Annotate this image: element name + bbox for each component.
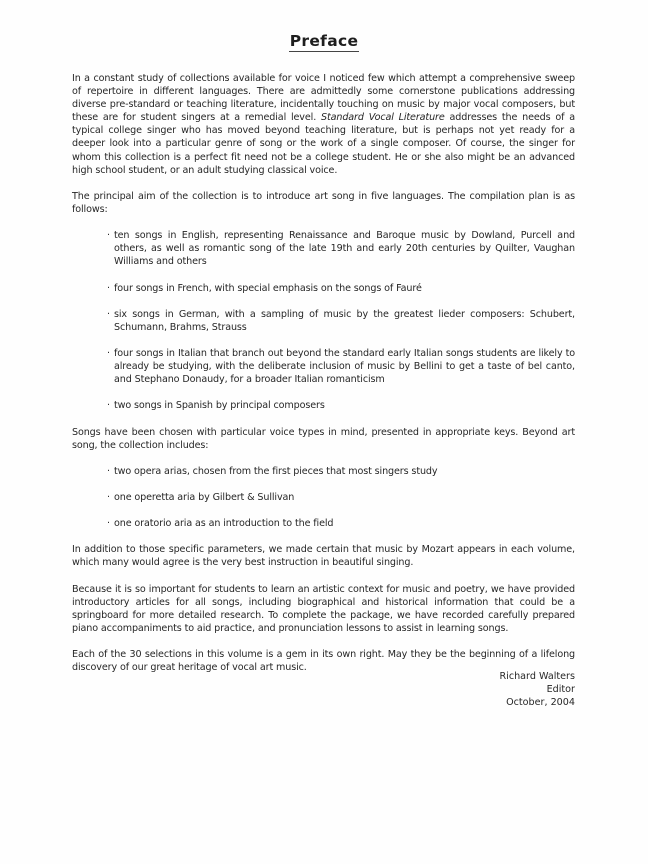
paragraph-context: Because it is so important for students to learn an artistic context for music and poetry, we have provided introductory articles for all songs, including biographical and historical information that could be a springboard for more detailed research. To complete the package, we have recorded carefully prepared piano accompaniments to aid practice, and pronunciation lessons to assist in learning songs. [72, 583, 575, 634]
paragraph-aim: The principal aim of the collection is to introduce art song in five languages. The compilation plan is as follows: [72, 190, 575, 215]
list-item-text: one oratorio aria as an introduction to the field [114, 518, 334, 530]
list-item-text: four songs in Italian that branch out beyond the standard early Italian songs students are likely to already be studying, with the deliberate inclusion of music by Bellini to get a taste of bel canto, and Stephano Donaudy, for a broader Italian romanticism [114, 347, 575, 386]
paragraph-voice-types: Songs have been chosen with particular voice types in mind, presented in appropriate keys. Beyond art song, the collection includes: [72, 426, 575, 451]
bullet-icon: · [107, 465, 110, 477]
bullet-icon: · [107, 230, 110, 242]
list-item-text: one operetta aria by Gilbert & Sullivan [114, 492, 295, 503]
list-item [108, 517, 575, 530]
list-item-text: two songs in Spanish by principal composers [114, 400, 325, 412]
title-text: Preface [289, 32, 359, 50]
list-item [108, 347, 575, 386]
intro-text-cont: addresses the needs of a typical college singer who has moved beyond teaching literature, but is perhaps not yet ready for a deeper look into a particular genre of song or the work of a single composer. Of course, the singer for whom this collection is a perfect fit need not be a college student. He or she also might be an advanced high school student, or an adult studying classical voice. [72, 112, 575, 176]
page-title [0, 31, 648, 50]
bullet-icon: · [107, 308, 110, 320]
book-title-italic: Standard Vocal Literature [320, 112, 445, 124]
list-item-text: four songs in French, with special emphasis on the songs of Fauré [114, 282, 422, 294]
list-item [108, 491, 575, 504]
list-item-text: six songs in German, with a sampling of music by the greatest lieder composers: Schubert, Schumann, Brahms, Strauss [114, 308, 575, 333]
list-item [108, 308, 575, 334]
compilation-plan-list [72, 229, 575, 412]
signature-block [499, 670, 575, 709]
bullet-icon: · [107, 347, 110, 359]
list-item [108, 229, 575, 268]
signature-date: October, 2004 [506, 697, 575, 709]
list-item-text: two opera arias, chosen from the first pieces that most singers study [114, 465, 438, 477]
list-item [108, 399, 575, 412]
intro-text: In a constant study of collections available for voice I noticed few which attempt a comprehensive sweep of repertoire in different languages. There are admittedly some cornerstone publications addressing diverse pre-standard or teaching literature, incidentally touching on music by major vocal composers, but these are for student singers at a remedial level. [72, 73, 575, 124]
signature-role: Editor [546, 684, 575, 696]
list-item [108, 282, 575, 295]
signature-name: Richard Walters [499, 671, 575, 682]
paragraph-closing: Each of the 30 selections in this volume is a gem in its own right. May they be the beginning of a lifelong discovery of our great heritage of vocal art music. [72, 649, 575, 674]
paragraph-intro [72, 72, 575, 177]
additional-pieces-list [72, 465, 575, 530]
list-item [108, 465, 575, 478]
bullet-icon: · [107, 518, 110, 530]
bullet-icon: · [107, 400, 110, 412]
bullet-icon: · [107, 282, 110, 294]
list-item-text: ten songs in English, representing Renaissance and Baroque music by Dowland, Purcell and others, as well as romantic song of the late 19th and early 20th centuries by Quilter, Vaughan Williams and others [114, 230, 575, 268]
preface-body [72, 72, 575, 687]
bullet-icon: · [107, 492, 110, 503]
paragraph-mozart: In addition to those specific parameters, we made certain that music by Mozart appears in each volume, which many would agree is the very best instruction in beautiful singing. [72, 544, 575, 569]
